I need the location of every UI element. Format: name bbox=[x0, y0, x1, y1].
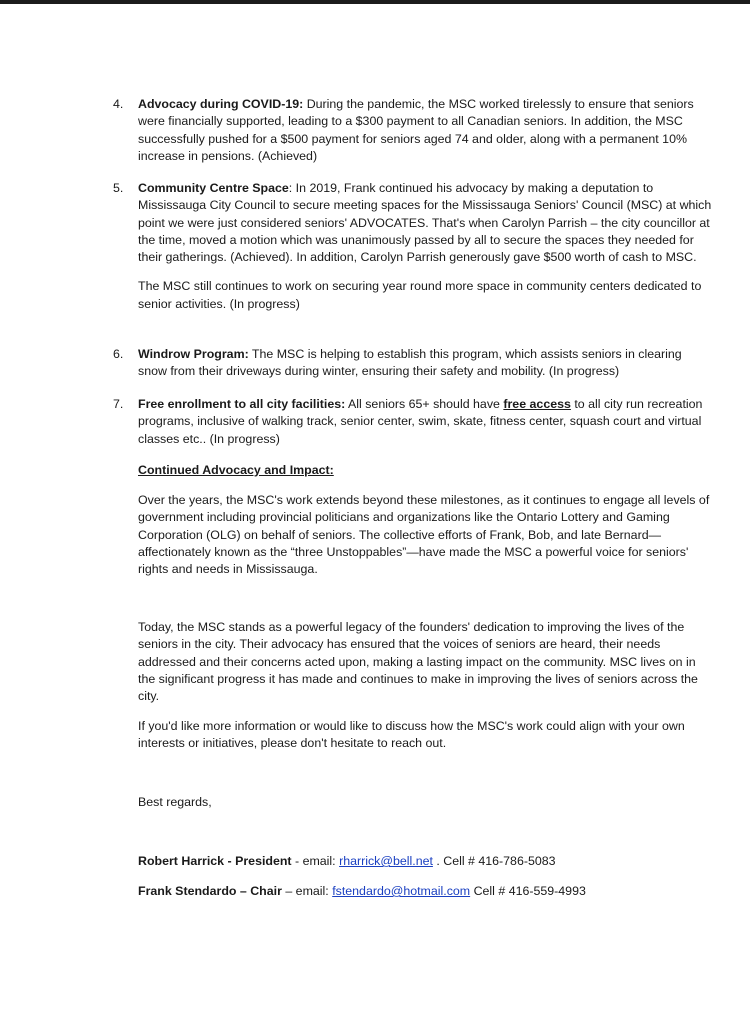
list-number: 5. bbox=[113, 181, 124, 195]
closing-block bbox=[138, 794, 713, 811]
list-number: 6. bbox=[113, 347, 124, 361]
item-heading: Advocacy during COVID-19: bbox=[138, 97, 304, 111]
item-continuation: The MSC still continues to work on securing year round more space in community centers dedicated to senior activities. (In progress) bbox=[138, 279, 702, 311]
section-heading: Continued Advocacy and Impact: bbox=[138, 463, 334, 477]
email-link-robert[interactable]: rharrick@bell.net bbox=[339, 854, 433, 868]
signature-frank bbox=[138, 883, 718, 900]
list-item-text bbox=[138, 180, 713, 266]
cell-number: Cell # 416-559-4993 bbox=[470, 884, 586, 898]
item-body-start: All seniors 65+ should have bbox=[345, 397, 504, 411]
item-body: The MSC is helping to establish this program, which assists seniors in clearing snow from their driveways during winter, ensuring their safety and mobility. (In progress) bbox=[138, 347, 682, 379]
free-access-emphasis: free access bbox=[503, 397, 571, 411]
cell-number: . Cell # 416-786-5083 bbox=[432, 854, 556, 868]
item-body-end: to all city run recreation programs, inclusive of walking track, senior center, swim, skate, fitness center, squash court and virtual classes etc.. (In progress) bbox=[138, 397, 703, 446]
signature-name: Frank Stendardo – Chair bbox=[138, 884, 282, 898]
list-item-7 bbox=[113, 396, 713, 448]
list-number: 7. bbox=[113, 397, 124, 411]
paragraph-contact bbox=[138, 718, 713, 753]
paragraph-legacy bbox=[138, 619, 713, 705]
list-item-4 bbox=[113, 96, 713, 165]
signature-robert bbox=[138, 853, 718, 870]
item-heading: Windrow Program: bbox=[138, 347, 249, 361]
paragraph-text: Today, the MSC stands as a powerful legacy of the founders' dedication to improving the lives of the seniors in the city. Their advocacy has ensured that the voices of seniors are heard, their needs addressed and their concerns acted upon, making a lasting impact on the community. MSC lives on in the significant progress it has made and continues to make in improving the lives of seniors across the city. bbox=[138, 620, 698, 704]
list-item-text bbox=[138, 96, 713, 165]
list-item-text bbox=[138, 346, 713, 381]
paragraph-advocacy bbox=[138, 492, 713, 578]
section-heading-block bbox=[138, 462, 713, 479]
list-item-text bbox=[138, 396, 713, 448]
paragraph-text: If you'd like more information or would like to discuss how the MSC's work could align with your own interests or initiatives, please don't hesitate to reach out. bbox=[138, 719, 685, 751]
closing-text: Best regards, bbox=[138, 795, 212, 809]
signature-name: Robert Harrick - President bbox=[138, 854, 292, 868]
list-number: 4. bbox=[113, 97, 124, 111]
paragraph-text: Over the years, the MSC's work extends beyond these milestones, as it continues to engage all levels of government including provincial politicians and organizations like the Ontario Lottery and Gaming Corporation (OLG) on behalf of seniors. The collective efforts of Frank, Bob, and late Bernard—affectionately known as the “three Unstoppables”—have made the MSC a powerful voice for seniors' rights and needs in Mississauga. bbox=[138, 493, 710, 577]
email-label: - email: bbox=[291, 854, 340, 868]
item-body: During the pandemic, the MSC worked tirelessly to ensure that seniors were financially supported, leading to a $300 payment to all Canadian seniors. In addition, the MSC successfully pushed for a $500 payment for seniors aged 74 and older, along with a permanent 10% increase in pensions. (Achieved) bbox=[138, 97, 694, 163]
email-label: – email: bbox=[281, 884, 333, 898]
item-body: : In 2019, Frank continued his advocacy by making a deputation to Mississauga City Council to secure meeting spaces for the Mississauga Seniors' Council (MSC) at which point we were just considered seniors' ADVOCATES. That's when Carolyn Parrish – the city councillor at the time, moved a motion which was unanimously passed by all to secure the spaces they needed for their gatherings. (Achieved). In addition, Carolyn Parrish generously gave $500 worth of cash to MSC. bbox=[138, 181, 712, 265]
item-heading: Community Centre Space bbox=[138, 181, 289, 195]
list-item-6 bbox=[113, 346, 713, 381]
item-heading: Free enrollment to all city facilities: bbox=[138, 397, 346, 411]
email-link-frank[interactable]: fstendardo@hotmail.com bbox=[332, 884, 471, 898]
list-item-5 bbox=[113, 180, 713, 313]
